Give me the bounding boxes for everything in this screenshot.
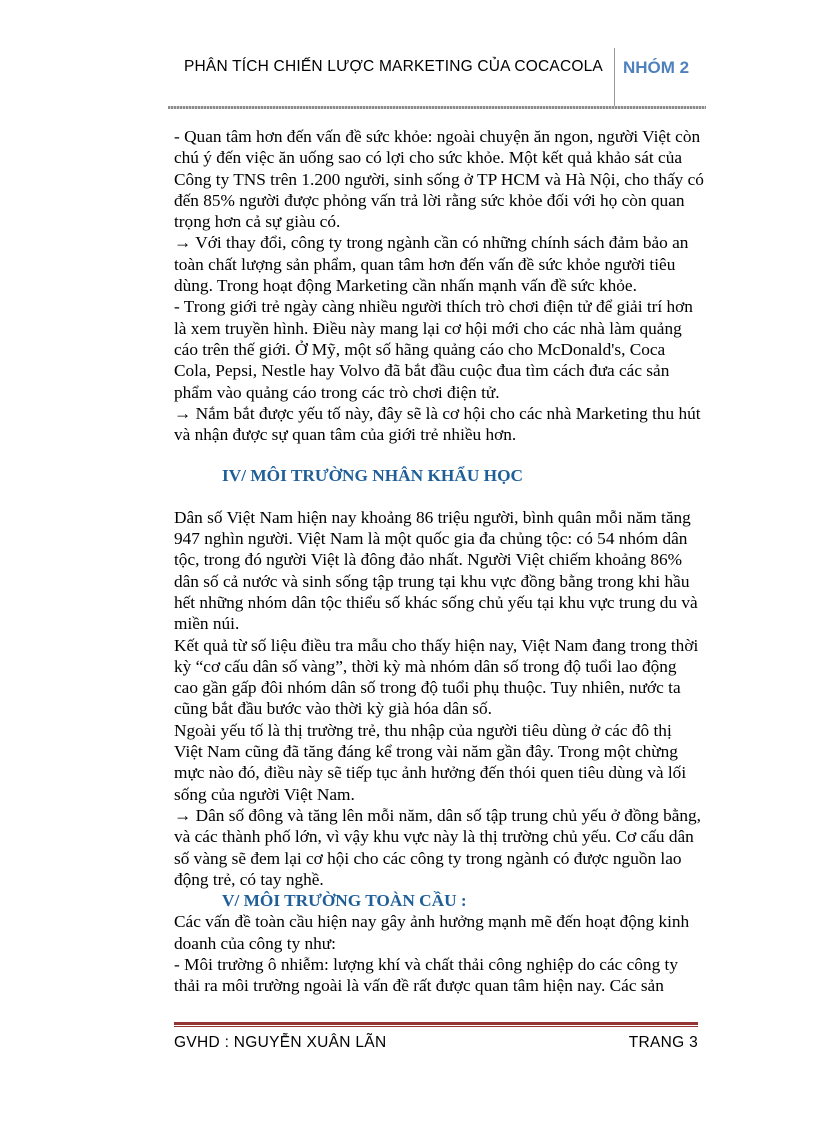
paragraph-pollution: - Môi trường ô nhiễm: lượng khí và chất thải công nghiệp do các công ty thải ra môi trường ngoài là vấn đề rất được quan tâm hiện nay. Các sản <box>174 954 678 996</box>
page-header <box>168 48 706 108</box>
paragraph-video-games-conclusion: → Nắm bắt được yếu tố này, đây sẽ là cơ hội cho các nhà Marketing thu hút và nhận được sự quan tâm của giới trẻ nhiều hơn. <box>174 403 701 445</box>
paragraph-health-conclusion: → Với thay đổi, công ty trong ngành cần có những chính sách đảm bảo an toàn chất lượng sản phẩm, quan tâm hơn đến vấn đề sức khỏe người tiêu dùng. Trong hoạt động Marketing cần nhấn mạnh vấn đề sức khỏe. <box>174 233 689 296</box>
paragraph-video-games: - Trong giới trẻ ngày càng nhiều người thích trò chơi điện tử để giải trí hơn là xem truyền hình. Điều này mang lại cơ hội mới cho các nhà làm quảng cáo trên thế giới. Ở Mỹ, một số hãng quảng cáo cho McDonald's, Coca Cola, Pepsi, Nestle hay Volvo đã bắt đầu cuộc đua tìm cách đưa các sản phẩm vào quảng cáo trong các trò chơi điện tử. <box>174 297 693 402</box>
instructor-label: GVHD : NGUYỄN XUÂN LÃN <box>174 1034 387 1051</box>
section-heading-global: V/ MÔI TRƯỜNG TOÀN CẦU : <box>222 891 467 911</box>
group-label: NHÓM 2 <box>623 58 690 77</box>
paragraph-golden-population: Kết quả từ số liệu điều tra mẫu cho thấy hiện nay, Việt Nam đang trong thời kỳ “cơ cấu dân số vàng”, thời kỳ mà nhóm dân số trong độ tuổi lao động cao gần gấp đôi nhóm dân số trong độ tuổi phụ thuộc. Tuy nhiên, nước ta cũng bắt đầu bước vào thời kỳ già hóa dân số. <box>174 635 699 719</box>
footer-rule <box>174 1022 698 1027</box>
section-heading-demographics: IV/ MÔI TRƯỜNG NHÂN KHẨU HỌC <box>222 466 523 486</box>
header-separator <box>614 48 615 106</box>
paragraph-health: - Quan tâm hơn đến vấn đề sức khỏe: ngoài chuyện ăn ngon, người Việt còn chú ý đến việc ăn uống sao có lợi cho sức khỏe. Một kết quả khảo sát của Công ty TNS trên 1.200 người, sinh sống ở TP HCM và Hà Nội, cho thấy có đến 85% người được phỏng vấn trả lời rằng sức khỏe đối với họ còn quan trọng hơn cả sự giàu có. <box>174 127 704 232</box>
paragraph-income: Ngoài yếu tố là thị trường trẻ, thu nhập của người tiêu dùng ở các đô thị Việt Nam cũng đã tăng đáng kể trong vài năm gần đây. Trong một chừng mực nào đó, điều này sẽ tiếp tục ảnh hưởng đến thói quen tiêu dùng và lối sống của người Việt Nam. <box>174 720 687 804</box>
paragraph-global-issues: Các vấn đề toàn cầu hiện nay gây ảnh hưởng mạnh mẽ đến hoạt động kinh doanh của công ty như: <box>174 912 690 953</box>
header-rule <box>168 106 706 109</box>
document-title: PHÂN TÍCH CHIẾN LƯỢC MARKETING CỦA COCACOLA <box>184 58 603 75</box>
page-body <box>174 126 704 997</box>
page-number: TRANG 3 <box>628 1034 698 1051</box>
paragraph-demographics-conclusion: → Dân số đông và tăng lên mỗi năm, dân số tập trung chủ yếu ở đồng bằng, và các thành phố lớn, vì vậy khu vực này là thị trường chủ yếu. Cơ cấu dân số vàng sẽ đem lại cơ hội cho các công ty trong ngành có được nguồn lao động trẻ, có tay nghề. <box>174 805 702 889</box>
paragraph-population: Dân số Việt Nam hiện nay khoảng 86 triệu người, bình quân mỗi năm tăng 947 nghìn người. Việt Nam là một quốc gia đa chủng tộc: có 54 nhóm dân tộc, trong đó người Việt là đông đảo nhất. Người Việt chiếm khoảng 86% dân số cả nước và sinh sống tập trung tại khu vực đồng bằng trong khi hầu hết những nhóm dân tộc thiểu số khác sống chủ yếu tại khu vực trung du và miền núi. <box>174 507 698 634</box>
